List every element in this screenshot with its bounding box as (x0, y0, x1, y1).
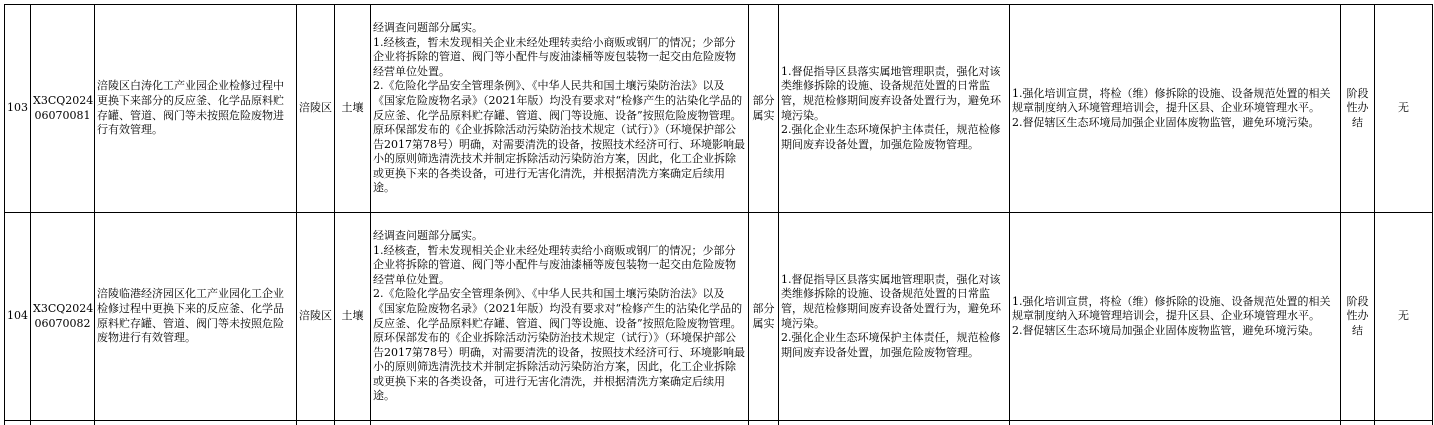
finding-intro: 经调查问题部分属实。 (373, 20, 483, 34)
case-code-line: X3CQ2024 (33, 93, 94, 107)
pollution-category: 土壤 (335, 5, 371, 213)
measure-paragraph: 1.督促指导区县落实属地管理职责，强化对该类维修拆除的设施、设备规范处置的日常监管，规范检修期间废弃设备处置行为，避免环境污染。 (781, 272, 1001, 330)
measure-paragraph: 2.强化企业生态环境保护主体责任，规范检修期间废弃设备处置，加强危险废物管理。 (781, 331, 1001, 359)
table-cell (1010, 421, 1341, 425)
rectification-paragraph: 2.督促辖区生态环境局加强企业固体废物监管，避免环境污染。 (1012, 115, 1320, 129)
remark: 无 (1375, 213, 1433, 421)
status: 阶段性办结 (1341, 5, 1375, 213)
case-code (31, 5, 95, 213)
table-row (5, 213, 1433, 421)
finding-intro: 经调查问题部分属实。 (373, 228, 483, 242)
measure-paragraph: 2.强化企业生态环境保护主体责任，规范检修期间废弃设备处置，加强危险废物管理。 (781, 123, 1001, 151)
rectification-plan (1010, 5, 1341, 213)
finding-paragraph: 1.经核查，暂未发现相关企业未经处理转卖给小商贩或钢厂的情况；少部分企业将拆除的管道、阀门等小配件与废油漆桶等废包装物一起交由危险废物经营单位处置。 (373, 243, 736, 286)
table-cell (95, 421, 297, 425)
table-cell (335, 421, 371, 425)
district: 涪陵区 (297, 213, 335, 421)
verdict: 部分属实 (749, 213, 779, 421)
table-cell (297, 421, 335, 425)
case-code-line: 06070082 (34, 316, 91, 330)
problem-description: 涪陵临港经济园区化工产业园化工企业检修过程中更换下来的反应釜、化学品原料贮存罐、管道、阀门等未按照危险废物进行有效管理。 (95, 213, 297, 421)
investigation-finding (371, 213, 749, 421)
rectification-plan (1010, 213, 1341, 421)
rectification-paragraph: 2.督促辖区生态环境局加强企业固体废物监管，避免环境污染。 (1012, 323, 1320, 337)
finding-paragraph: 1.经核查，暂未发现相关企业未经处理转卖给小商贩或钢厂的情况；少部分企业将拆除的管道、阀门等小配件与废油漆桶等废包装物一起交由危险废物经营单位处置。 (373, 35, 736, 78)
table-cell (5, 421, 31, 425)
finding-paragraph: 2.《危险化学品安全管理条例》、《中华人民共和国土壤污染防治法》以及《国家危险废物名录》（2021年版）均没有要求对“检修产生的沾染化学品的反应釜、化学品原料贮存罐、管道、阀门等设施、设备”按照危险废物管理。原环保部发布的《企业拆除活动污染防治技术规定（试行）》（环境保护部公告2017第78号）明确，对需要清洗的设备，按照技术经济可行、环境影响最小的原则筛选清洗技术并制定拆除活动污染防治方案，因此，化工企业拆除或更换下来的各类设备，可进行无害化清洗，并根据清洗方案确定后续用途。 (373, 287, 745, 403)
row-number: 104 (5, 213, 31, 421)
case-table (4, 4, 1433, 425)
handling-measures (779, 213, 1010, 421)
table-cell (31, 421, 95, 425)
table-cell (1341, 421, 1375, 425)
table-cell (371, 421, 749, 425)
table-cell (779, 421, 1010, 425)
verdict: 部分属实 (749, 5, 779, 213)
table-row (5, 5, 1433, 213)
rectification-paragraph: 1.强化培训宣贯，将检（维）修拆除的设施、设备规范处置的相关规章制度纳入环境管理培训会，提升区县、企业环境管理水平。 (1012, 86, 1331, 115)
problem-description: 涪陵区白涛化工产业园企业检修过程中更换下来部分的反应釜、化学品原料贮存罐、管道、阀门等未按照危险废物进行有效管理。 (95, 5, 297, 213)
investigation-finding (371, 5, 749, 213)
measure-paragraph: 1.督促指导区县落实属地管理职责，强化对该类维修拆除的设施、设备规范处置的日常监管，规范检修期间废弃设备处置行为，避免环境污染。 (781, 64, 1001, 122)
row-number: 103 (5, 5, 31, 213)
finding-paragraph: 2.《危险化学品安全管理条例》、《中华人民共和国土壤污染防治法》以及《国家危险废物名录》（2021年版）均没有要求对“检修产生的沾染化学品的反应釜、化学品原料贮存罐、管道、阀门等设施、设备”按照危险废物管理。原环保部发布的《企业拆除活动污染防治技术规定（试行）》（环境保护部公告2017第78号）明确，对需要清洗的设备，按照技术经济可行、环境影响最小的原则筛选清洗技术并制定拆除活动污染防治方案，因此，化工企业拆除或更换下来的各类设备，可进行无害化清洗，并根据清洗方案确定后续用途。 (373, 79, 745, 195)
status: 阶段性办结 (1341, 213, 1375, 421)
case-code (31, 213, 95, 421)
case-code-line: X3CQ2024 (33, 301, 94, 315)
table-cell (1375, 421, 1433, 425)
district: 涪陵区 (297, 5, 335, 213)
handling-measures (779, 5, 1010, 213)
pollution-category: 土壤 (335, 213, 371, 421)
table-row-partial (5, 421, 1433, 425)
case-code-line: 06070081 (34, 108, 91, 122)
rectification-paragraph: 1.强化培训宣贯，将检（维）修拆除的设施、设备规范处置的相关规章制度纳入环境管理培训会，提升区县、企业环境管理水平。 (1012, 294, 1331, 323)
remark: 无 (1375, 5, 1433, 213)
table-cell (749, 421, 779, 425)
